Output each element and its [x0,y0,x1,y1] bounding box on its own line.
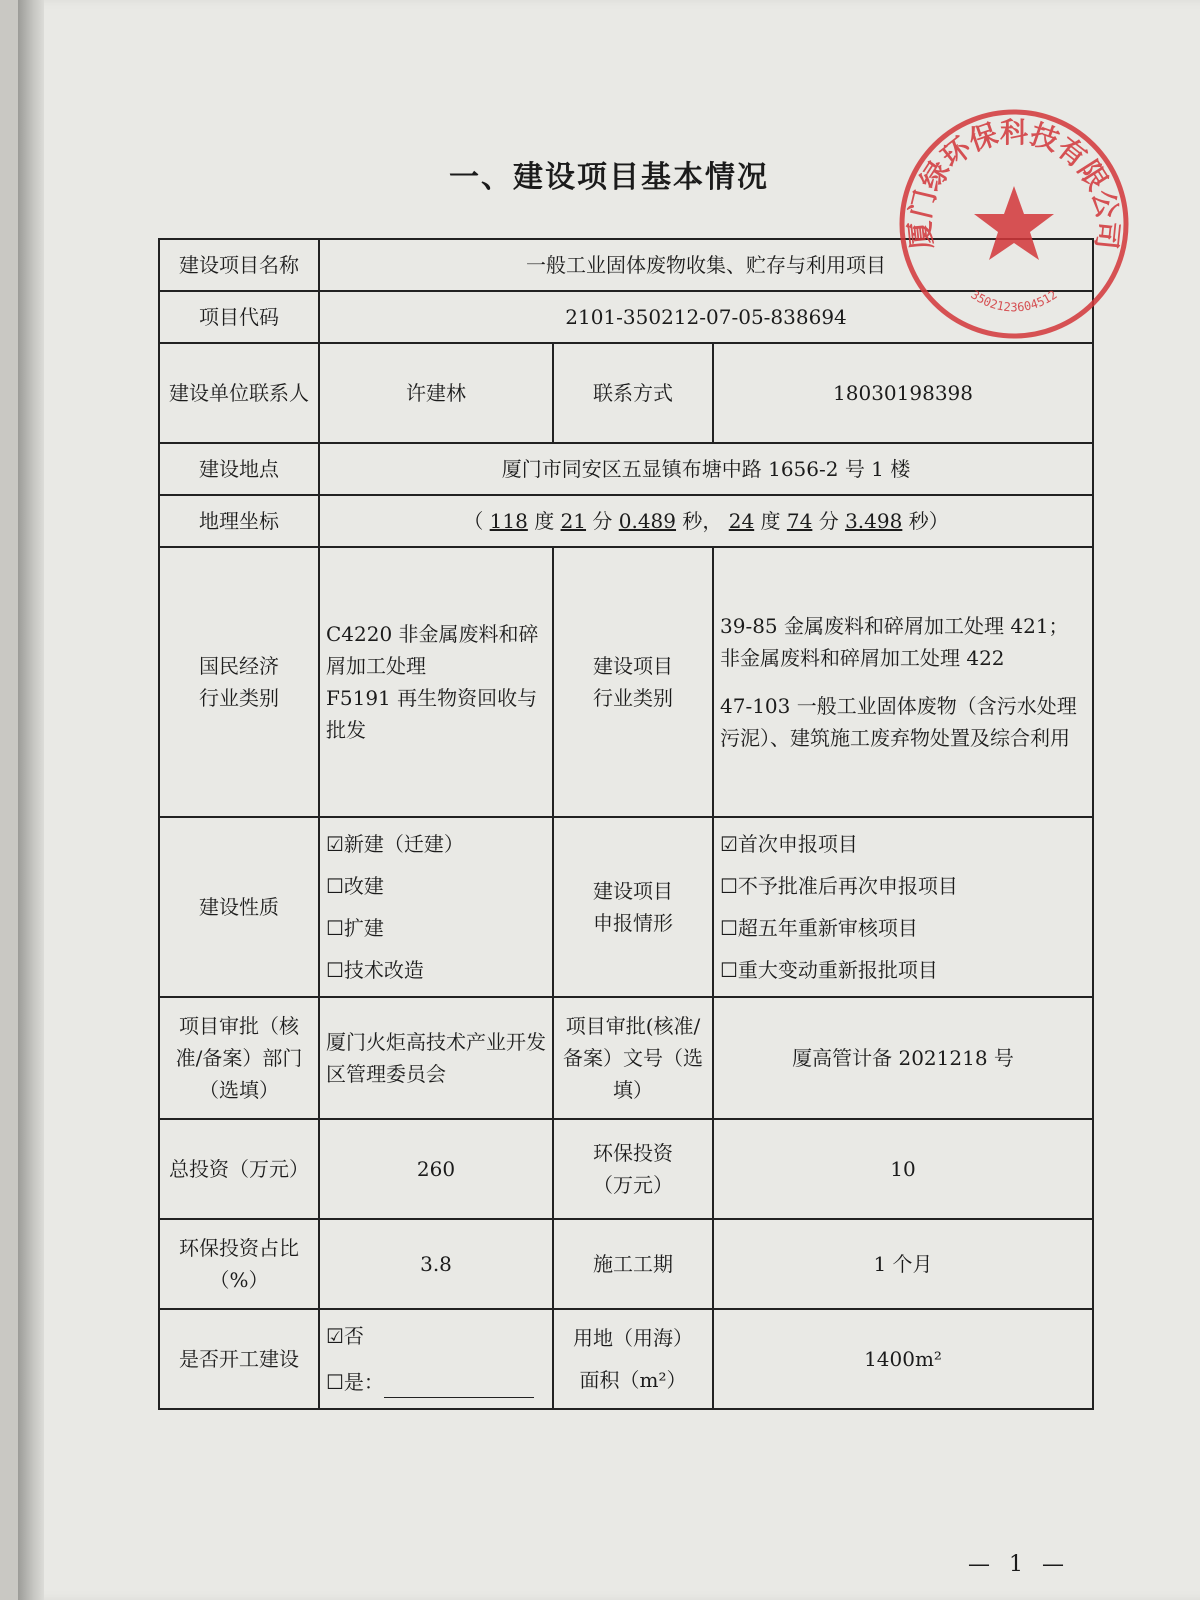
value-project-name: 一般工业固体废物收集、贮存与利用项目 [319,239,1093,291]
label-contact-method: 联系方式 [553,343,713,443]
label-env-investment-l2: （万元） [593,1173,673,1197]
lat-deg-unit: 度 [760,509,781,533]
label-national-industry-l2: 行业类别 [199,686,279,710]
label-declaration-type-l1: 建设项目 [593,879,673,903]
industry-47-103: 47-103 一般工业固体废物（含污水处理污泥）、建筑施工废弃物处置及综合利用 [720,694,1077,750]
label-project-industry-l2: 行业类别 [593,686,673,710]
checkbox-first-declaration[interactable]: ☑首次申报项目 [720,832,858,856]
value-project-code: 2101-350212-07-05-838694 [319,291,1093,343]
label-approval-department: 项目审批（核准/备案）部门（选填） [159,997,319,1119]
label-national-industry-l1: 国民经济 [199,654,279,678]
value-declaration-type [713,817,1093,997]
value-env-investment: 10 [713,1119,1093,1219]
checkbox-major-change[interactable]: ☐重大变动重新报批项目 [720,958,938,982]
label-land-area [553,1309,713,1409]
checkbox-expansion[interactable]: ☐扩建 [326,916,384,940]
label-env-ratio-l1: 环保投资占比 [179,1236,299,1260]
value-total-investment: 260 [319,1119,553,1219]
seal-code: 3502123604512 [968,287,1060,315]
row-investment [159,1119,1093,1219]
value-approval-number: 厦高管计备 2021218 号 [713,997,1093,1119]
label-construction-started: 是否开工建设 [159,1309,319,1409]
row-industry [159,547,1093,817]
page-title: 一、建设项目基本情况 [449,160,769,195]
lon-minutes: 21 [560,509,587,533]
checkbox-five-year-review[interactable]: ☐超五年重新审核项目 [720,916,918,940]
label-contact-person: 建设单位联系人 [159,343,319,443]
label-location: 建设地点 [159,443,319,495]
lon-sec-unit: 秒， [682,509,723,533]
value-location: 厦门市同安区五显镇布塘中路 1656-2 号 1 楼 [319,443,1093,495]
page-number: — 1 — [968,1552,1070,1577]
label-national-industry [159,547,319,817]
lat-minutes: 74 [786,509,813,533]
checkbox-started[interactable]: ☐是： [326,1370,384,1394]
row-ratio [159,1219,1093,1309]
project-info-table [158,238,1094,1410]
row-started [159,1309,1093,1409]
value-contact-phone: 18030198398 [713,343,1093,443]
lat-min-unit: 分 [818,509,839,533]
seal-company-name: 厦门绿环保科技有限公司 [903,115,1125,251]
label-project-industry-l1: 建设项目 [593,654,673,678]
label-total-investment: 总投资（万元） [159,1119,319,1219]
value-coordinates [319,495,1093,547]
label-project-industry [553,547,713,817]
label-env-investment-l1: 环保投资 [593,1141,673,1165]
lon-min-unit: 分 [592,509,613,533]
value-construction-period: 1 个月 [713,1219,1093,1309]
industry-code-c4220: C4220 非金属废料和碎屑加工处理 [326,622,539,678]
lon-deg-unit: 度 [534,509,555,533]
value-project-industry [713,547,1093,817]
value-national-industry [319,547,553,817]
label-coordinates: 地理坐标 [159,495,319,547]
row-contact [159,343,1093,443]
value-contact-person: 许建林 [319,343,553,443]
label-declaration-type [553,817,713,997]
value-approval-department: 厦门火炬高技术产业开发区管理委员会 [319,997,553,1119]
row-approval [159,997,1093,1119]
label-land-area-l2: 面积（m²） [579,1368,687,1392]
value-env-ratio: 3.8 [319,1219,553,1309]
seal-star-icon [974,186,1054,260]
industry-39-85: 39-85 金属废料和碎屑加工处理 421；非金属废料和碎屑加工处理 422 [720,614,1069,670]
lon-degrees: 118 [489,509,528,533]
lon-seconds: 0.489 [618,509,677,533]
value-construction-nature [319,817,553,997]
label-env-ratio-l2: （%） [209,1268,269,1292]
page-binding-shadow [18,0,44,1600]
lat-sec-unit: 秒） [908,509,949,533]
started-blank-line[interactable] [384,1375,534,1398]
label-construction-nature: 建设性质 [159,817,319,997]
row-nature [159,817,1093,997]
label-approval-number: 项目审批(核准/备案）文号（选填） [553,997,713,1119]
row-coordinates [159,495,1093,547]
checkbox-tech-upgrade[interactable]: ☐技术改造 [326,958,424,982]
lat-seconds: 3.498 [845,509,903,533]
coord-open: （ [463,509,484,533]
industry-code-f5191: F5191 再生物资回收与批发 [326,686,538,742]
row-location [159,443,1093,495]
lat-degrees: 24 [728,509,755,533]
checkbox-rebuild[interactable]: ☐改建 [326,874,384,898]
checkbox-redeclare-after-rejection[interactable]: ☐不予批准后再次申报项目 [720,874,958,898]
label-land-area-l1: 用地（用海） [573,1326,693,1350]
checkbox-new-build[interactable]: ☑新建（迁建） [326,832,464,856]
checkbox-started-row [326,1366,546,1398]
value-land-area: 1400m² [713,1309,1093,1409]
label-project-name: 建设项目名称 [159,239,319,291]
label-project-code: 项目代码 [159,291,319,343]
label-env-ratio [159,1219,319,1309]
checkbox-not-started[interactable]: ☑否 [326,1324,364,1348]
document-page [18,0,1200,1600]
label-declaration-type-l2: 申报情形 [593,911,673,935]
label-construction-period: 施工工期 [553,1219,713,1309]
company-seal-stamp [894,104,1134,344]
svg-text:3502123604512 [968,287,1059,314]
value-construction-started [319,1309,553,1409]
label-env-investment [553,1119,713,1219]
